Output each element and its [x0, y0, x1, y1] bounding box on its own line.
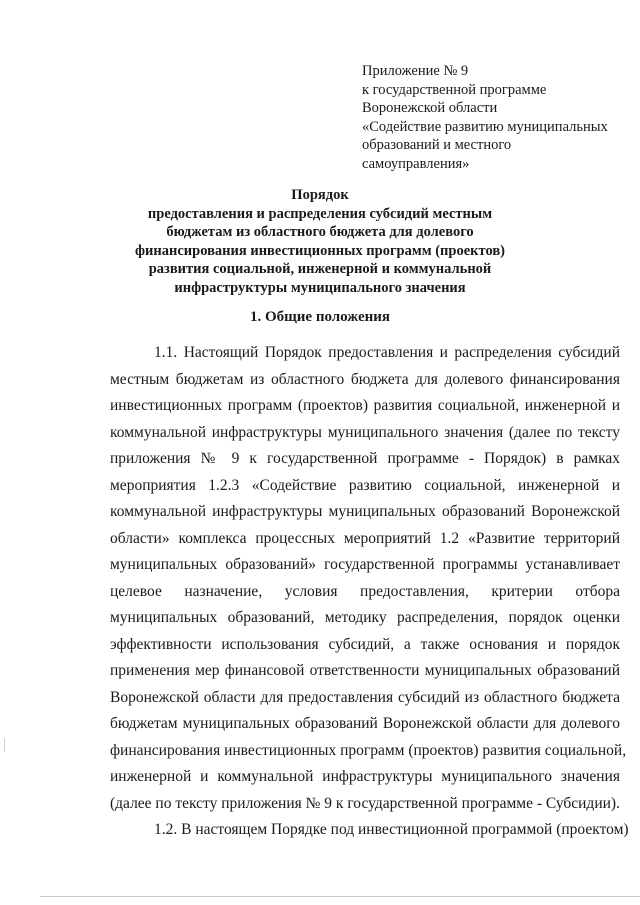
appendix-line: образований и местного	[362, 137, 512, 153]
title-line: развития социальной, инженерной и коммунальной	[148, 261, 492, 278]
paragraph-line: муниципальных образований» государственной программы устанавливает	[110, 556, 620, 573]
appendix-line: «Содействие развитию муниципальных	[362, 118, 608, 135]
appendix-line: к государственной программе	[362, 81, 547, 98]
paragraph-line: (далее по тексту приложения № 9 к государственной программе - Субсидии).	[110, 794, 620, 812]
paragraph-line: Воронежской области для предоставления субсидий из областного бюджета	[110, 688, 620, 706]
title-line: инфраструктуры муниципального значения	[174, 279, 466, 296]
paragraph-line: инвестиционных программ (проектов) развития социальной, инженерной и	[110, 397, 620, 414]
title-line: бюджетам из областного бюджета для долевого	[166, 224, 474, 241]
paragraph-line: целевое назначение, условия предоставления, критерии отбора	[110, 582, 620, 600]
paragraph-line: области» комплекса процессных мероприятий 1.2 «Развитие территорий	[110, 529, 620, 547]
paragraph-line: коммунальной инфраструктуры муниципальных образований Воронежской	[110, 503, 620, 520]
paragraph-line: бюджетам муниципальных образований Воронежской области для долевого	[110, 715, 620, 732]
section-heading: 1. Общие положения	[249, 309, 391, 325]
paragraph-line: применения мер финансовой ответственности муниципальных образований	[110, 662, 620, 679]
margin-mark	[4, 738, 5, 752]
appendix-line: самоуправления»	[362, 155, 470, 172]
paragraph-line: местным бюджетам из областного бюджета для долевого финансирования	[110, 370, 620, 388]
paragraph-line: 1.2. В настоящем Порядке под инвестиционной программой (проектом)	[154, 821, 629, 838]
document-title	[0, 186, 640, 298]
page-bottom-edge	[40, 896, 640, 897]
appendix-line: Воронежской области	[362, 100, 498, 116]
paragraph-line: 1.1. Настоящий Порядок предоставления и распределения субсидий	[154, 344, 620, 361]
paragraph-line: инженерной и коммунальной инфраструктуры муниципального значения	[110, 768, 620, 785]
title-line: финансирования инвестиционных программ (проектов)	[135, 242, 505, 259]
paragraph-line: эффективности использования субсидий, а также основания и порядок	[110, 635, 620, 653]
paragraph-line: приложения № 9 к государственной программе - Порядок) в рамках	[110, 450, 620, 467]
appendix-line: Приложение № 9	[362, 63, 469, 79]
appendix-reference	[362, 62, 632, 173]
title-line: Порядок	[291, 187, 349, 203]
paragraph-line: коммунальной инфраструктуры муниципального значения (далее по тексту	[110, 423, 620, 441]
paragraph-line: мероприятия 1.2.3 «Содействие развитию социальной, инженерной и	[110, 476, 620, 494]
title-line: предоставления и распределения субсидий местным	[147, 205, 493, 222]
paragraph-line: финансирования инвестиционных программ (проектов) развития социальной,	[110, 741, 627, 759]
paragraph-line: муниципальных образований, методику распределения, порядок оценки	[110, 609, 620, 626]
